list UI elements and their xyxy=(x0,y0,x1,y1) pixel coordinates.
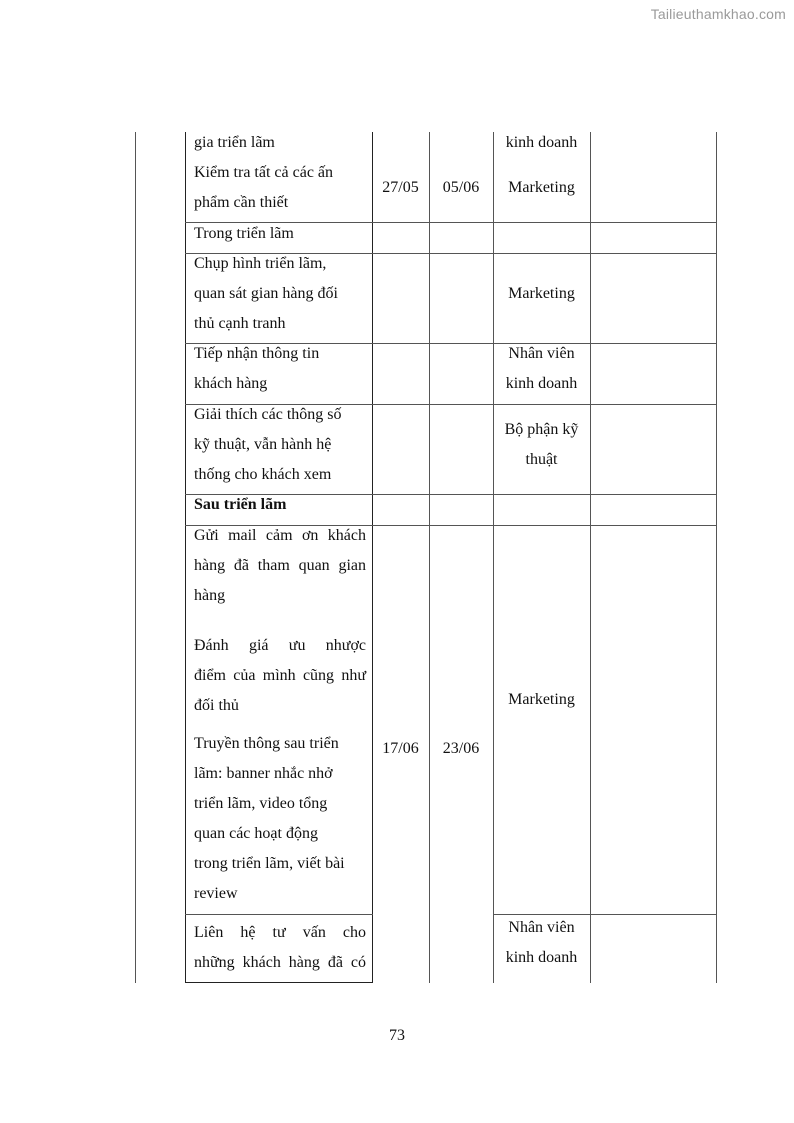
table-row-7-owner: Marketing xyxy=(508,691,575,708)
task-line: những khách hàng đã có xyxy=(194,954,366,971)
task-line: Gửi mail cảm ơn khách xyxy=(194,527,366,544)
owner-line: kinh doanh xyxy=(505,949,578,966)
grid-line-left xyxy=(135,132,136,983)
table-row-1-owner: Marketing xyxy=(508,179,575,196)
task-line: gia triển lãm xyxy=(194,134,275,151)
grid-line-row-7-task xyxy=(185,914,373,915)
grid-line-owner-right xyxy=(590,132,591,983)
table-row-4-owner xyxy=(493,339,590,399)
task-line: Đánh giá ưu nhược xyxy=(194,637,366,654)
owner-line: Bộ phận kỹ xyxy=(504,421,579,438)
table-row-7-end: 23/06 xyxy=(442,740,480,757)
task-line: kỹ thuật, vẫn hành hệ xyxy=(194,436,332,453)
table-row-4-task xyxy=(194,339,368,399)
table-row-2-task xyxy=(194,219,368,249)
table-row-5-task xyxy=(194,400,368,490)
task-line: Truyền thông sau triển xyxy=(194,735,339,752)
task-line: Kiểm tra tất cả các ấn xyxy=(194,164,334,181)
task-line: quan sát gian hàng đối xyxy=(194,285,338,302)
table-row-1-start: 27/05 xyxy=(382,179,419,196)
grid-line-bottom-task xyxy=(185,982,373,983)
task-line: phẩm cần thiết xyxy=(194,194,289,211)
task-line: Liên hệ tư vấn cho xyxy=(194,924,366,941)
owner-line: Nhân viên xyxy=(508,345,575,362)
task-line: hàng xyxy=(194,587,226,604)
task-line: khách hàng xyxy=(194,375,268,392)
task-line: review xyxy=(194,885,238,902)
table-row-1-owner-top: kinh doanh xyxy=(505,134,578,151)
table-row-8-owner xyxy=(493,913,590,973)
table-row-1-task xyxy=(194,128,368,218)
task-line: Giải thích các thông số xyxy=(194,406,342,423)
task-line: Trong triển lãm xyxy=(194,225,294,242)
task-line: thống cho khách xem xyxy=(194,466,332,483)
section-heading: Sau triển lãm xyxy=(194,496,287,513)
task-line: điểm của mình cũng như xyxy=(194,667,366,684)
task-line: Chụp hình triển lãm, xyxy=(194,255,327,272)
table-row-1-end: 05/06 xyxy=(442,179,480,196)
owner-line: Nhân viên xyxy=(508,919,575,936)
task-line: hàng đã tham quan gian xyxy=(194,557,366,574)
grid-line-task-left xyxy=(185,132,186,983)
task-line: trong triển lãm, viết bài xyxy=(194,855,345,872)
task-line: triển lãm, video tổng xyxy=(194,795,328,812)
owner-line: thuật xyxy=(525,451,558,468)
task-line: thủ cạnh tranh xyxy=(194,315,286,332)
task-line: lãm: banner nhắc nhở xyxy=(194,765,333,782)
table-row-7-start: 17/06 xyxy=(382,740,419,757)
table-row-8-task xyxy=(194,918,366,978)
task-line: quan các hoạt động xyxy=(194,825,318,842)
grid-line-start-right xyxy=(429,132,430,983)
grid-line-end-right xyxy=(493,132,494,983)
table-row-3-owner: Marketing xyxy=(508,285,575,302)
table-row-6-task xyxy=(194,490,368,520)
page-number: 73 xyxy=(389,1027,405,1044)
task-line: đối thủ xyxy=(194,697,239,714)
grid-line-task-right xyxy=(372,132,373,983)
table-row-7-task xyxy=(194,521,366,909)
table-row-3-task xyxy=(194,249,368,339)
grid-line-right xyxy=(716,132,717,983)
task-line: Tiếp nhận thông tin xyxy=(194,345,320,362)
watermark: Tailieuthamkhao.com xyxy=(650,6,786,22)
owner-line: kinh doanh xyxy=(505,375,578,392)
table-row-5-owner xyxy=(493,415,590,475)
